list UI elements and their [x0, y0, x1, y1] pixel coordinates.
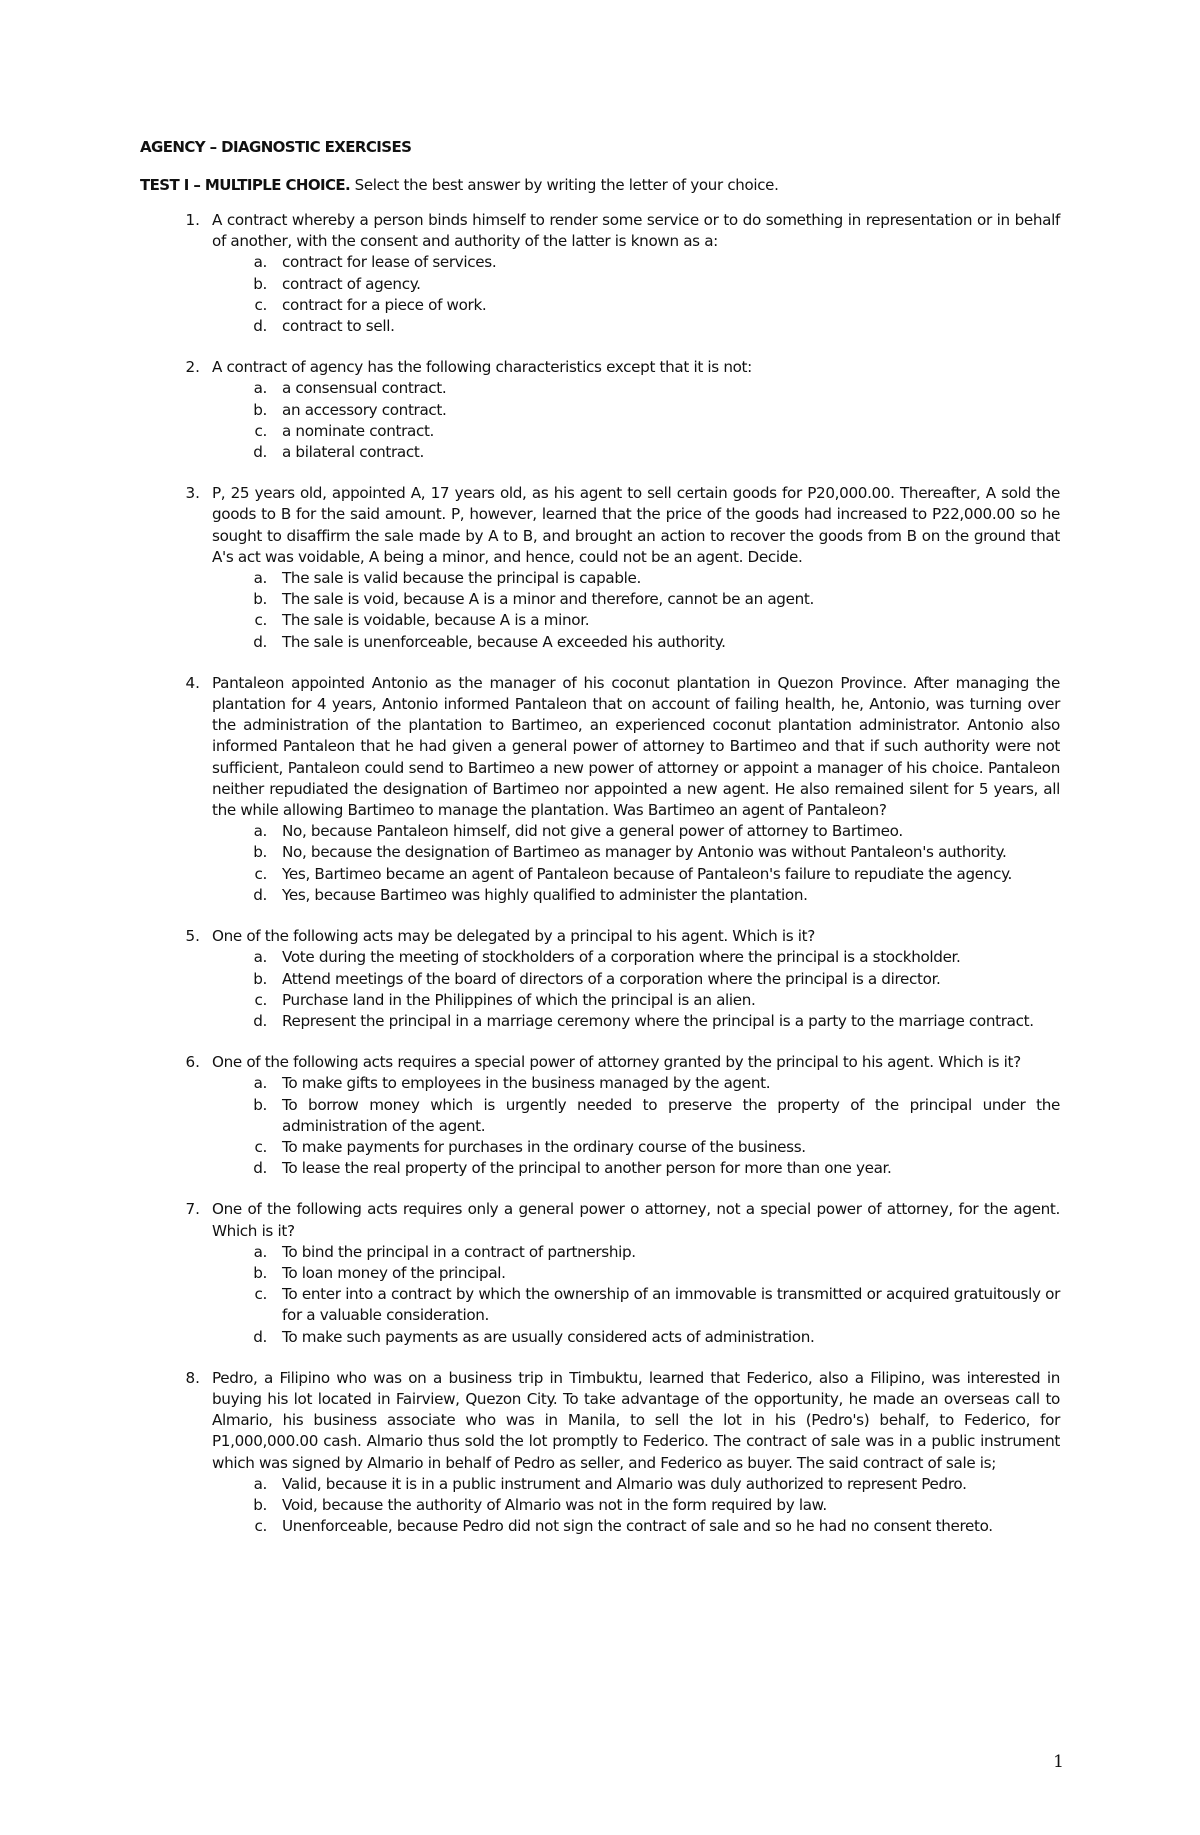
question-item	[140, 926, 1060, 1032]
option-text: contract to sell.	[282, 317, 395, 336]
option-letter: d.	[253, 885, 267, 904]
option-letter: a.	[253, 948, 267, 967]
answer-option	[212, 990, 1060, 1011]
option-letter: c.	[254, 1517, 267, 1536]
option-list	[212, 1242, 1060, 1348]
question-number: 7.	[185, 1200, 200, 1219]
option-text: To loan money of the principal.	[282, 1263, 506, 1282]
answer-option	[212, 842, 1060, 863]
question-text: A contract of agency has the following characteristics except that it is not:	[212, 358, 752, 377]
question-number: 8.	[185, 1368, 200, 1387]
option-text: To borrow money which is urgently needed to preserve the property of the principal under the administration of the agent.	[282, 1095, 1060, 1135]
answer-option	[212, 1073, 1060, 1094]
answer-option	[212, 1495, 1060, 1516]
option-list	[212, 1073, 1060, 1179]
question-item	[140, 1052, 1060, 1179]
option-letter: b.	[253, 1263, 267, 1282]
option-letter: c.	[254, 1137, 267, 1156]
question-text: One of the following acts may be delegated by a principal to his agent. Which is it?	[212, 927, 815, 946]
option-letter: d.	[253, 1159, 267, 1178]
option-letter: d.	[253, 1011, 267, 1030]
question-text: One of the following acts requires only a general power o attorney, not a special power of attorney, for the agent. Which is it?	[212, 1200, 1060, 1240]
question-number: 6.	[185, 1053, 200, 1072]
test-heading: TEST I – MULTIPLE CHOICE.	[140, 176, 351, 194]
option-text: No, because Pantaleon himself, did not give a general power of attorney to Bartimeo.	[282, 822, 903, 841]
test-instructions	[140, 176, 1060, 194]
option-letter: c.	[254, 864, 267, 883]
answer-option	[212, 947, 1060, 968]
option-text: contract for a piece of work.	[282, 295, 487, 314]
question-body	[212, 210, 1060, 337]
option-text: contract of agency.	[282, 274, 421, 293]
question-number: 2.	[185, 358, 200, 377]
option-letter: a.	[253, 253, 267, 272]
question-text: A contract whereby a person binds himself to render some service or to do something in representation or in behalf of another, with the consent and authority of the latter is known as a:	[212, 211, 1060, 251]
option-list	[212, 568, 1060, 653]
question-item	[140, 483, 1060, 653]
option-letter: d.	[253, 632, 267, 651]
answer-option	[212, 1263, 1060, 1284]
question-item	[140, 673, 1060, 906]
option-text: Vote during the meeting of stockholders of a corporation where the principal is a stockholder.	[282, 948, 961, 967]
option-text: The sale is voidable, because A is a minor.	[282, 611, 590, 630]
answer-option	[212, 969, 1060, 990]
option-letter: d.	[253, 317, 267, 336]
option-list	[212, 1474, 1060, 1538]
question-item	[140, 357, 1060, 463]
question-list	[140, 210, 1060, 1537]
answer-option	[212, 274, 1060, 295]
option-text: Attend meetings of the board of directors of a corporation where the principal is a director.	[282, 969, 941, 988]
page-number: 1	[1053, 1752, 1064, 1772]
answer-option	[212, 378, 1060, 399]
answer-option	[212, 1158, 1060, 1179]
option-letter: a.	[253, 1242, 267, 1261]
question-text: One of the following acts requires a special power of attorney granted by the principal to his agent. Which is it?	[212, 1053, 1021, 1072]
option-text: The sale is unenforceable, because A exceeded his authority.	[282, 632, 726, 651]
option-text: an accessory contract.	[282, 400, 447, 419]
option-letter: b.	[253, 274, 267, 293]
option-text: contract for lease of services.	[282, 253, 497, 272]
answer-option	[212, 1516, 1060, 1537]
option-letter: b.	[253, 400, 267, 419]
option-text: To make payments for purchases in the ordinary course of the business.	[282, 1137, 806, 1156]
answer-option	[212, 1011, 1060, 1032]
answer-option	[212, 632, 1060, 653]
option-list	[212, 378, 1060, 463]
document-title: AGENCY – DIAGNOSTIC EXERCISES	[140, 138, 412, 156]
option-text: To make such payments as are usually considered acts of administration.	[282, 1327, 815, 1346]
answer-option	[212, 421, 1060, 442]
answer-option	[212, 295, 1060, 316]
option-text: No, because the designation of Bartimeo as manager by Antonio was without Pantaleon's authority.	[282, 843, 1007, 862]
option-letter: b.	[253, 1495, 267, 1514]
answer-option	[212, 252, 1060, 273]
option-text: The sale is void, because A is a minor and therefore, cannot be an agent.	[282, 590, 814, 609]
option-list	[212, 821, 1060, 906]
option-list	[212, 252, 1060, 337]
option-text: a consensual contract.	[282, 379, 447, 398]
option-letter: a.	[253, 379, 267, 398]
question-body	[212, 1052, 1060, 1179]
answer-option	[212, 610, 1060, 631]
option-text: To lease the real property of the principal to another person for more than one year.	[282, 1159, 892, 1178]
option-text: Purchase land in the Philippines of which the principal is an alien.	[282, 990, 756, 1009]
option-letter: c.	[254, 990, 267, 1009]
option-letter: c.	[254, 1285, 267, 1304]
question-number: 5.	[185, 927, 200, 946]
answer-option	[212, 400, 1060, 421]
option-letter: a.	[253, 1074, 267, 1093]
answer-option	[212, 316, 1060, 337]
option-text: To bind the principal in a contract of partnership.	[282, 1242, 636, 1261]
option-text: To enter into a contract by which the ownership of an immovable is transmitted or acquired gratuitously or for a valuable consideration.	[282, 1285, 1060, 1325]
question-number: 4.	[185, 673, 200, 692]
option-text: a nominate contract.	[282, 421, 435, 440]
answer-option	[212, 1474, 1060, 1495]
option-letter: b.	[253, 1095, 267, 1114]
question-item	[140, 1368, 1060, 1538]
answer-option	[212, 1327, 1060, 1348]
question-text: P, 25 years old, appointed A, 17 years old, as his agent to sell certain goods for P20,000.00. Thereafter, A sold the goods to B for the said amount. P, however, learned that the price of the goods had increased to P22,000.00 so he sought to disaffirm the sale made by A to B, and brought an action to recover the goods from B on the ground that A's act was voidable, A being a minor, and hence, could not be an agent. Decide.	[212, 484, 1060, 566]
option-letter: a.	[253, 1474, 267, 1493]
question-item	[140, 1199, 1060, 1347]
option-letter: c.	[254, 421, 267, 440]
option-letter: b.	[253, 843, 267, 862]
question-body	[212, 673, 1060, 906]
question-body	[212, 483, 1060, 653]
answer-option	[212, 1137, 1060, 1158]
option-text: Valid, because it is in a public instrument and Almario was duly authorized to represent Pedro.	[282, 1474, 967, 1493]
option-letter: d.	[253, 443, 267, 462]
option-text: Void, because the authority of Almario was not in the form required by law.	[282, 1495, 827, 1514]
option-text: Yes, Bartimeo became an agent of Pantaleon because of Pantaleon's failure to repudiate the agency.	[282, 864, 1013, 883]
test-instruction-text: Select the best answer by writing the letter of your choice.	[350, 176, 779, 194]
option-list	[212, 947, 1060, 1032]
answer-option	[212, 442, 1060, 463]
option-letter: b.	[253, 969, 267, 988]
question-number: 3.	[185, 484, 200, 503]
question-body	[212, 1368, 1060, 1538]
answer-option	[212, 1284, 1060, 1326]
option-letter: a.	[253, 569, 267, 588]
question-body	[212, 926, 1060, 1032]
option-text: a bilateral contract.	[282, 443, 424, 462]
question-text: Pedro, a Filipino who was on a business trip in Timbuktu, learned that Federico, also a Filipino, was interested in buying his lot located in Fairview, Quezon City. To take advantage of the opportunity, he made an overseas call to Almario, his business associate who was in Manila, to sell the lot in his (Pedro's) behalf, to Federico, for P1,000,000.00 cash. Almario thus sold the lot promptly to Federico. The contract of sale was in a public instrument which was signed by Almario in behalf of Pedro as seller, and Federico as buyer. The said contract of sale is;	[212, 1368, 1060, 1472]
question-body	[212, 1199, 1060, 1347]
option-text: To make gifts to employees in the business managed by the agent.	[282, 1074, 771, 1093]
option-letter: d.	[253, 1327, 267, 1346]
question-number: 1.	[185, 211, 200, 229]
answer-option	[212, 864, 1060, 885]
option-letter: c.	[254, 295, 267, 314]
option-letter: c.	[254, 611, 267, 630]
option-text: Unenforceable, because Pedro did not sign the contract of sale and so he had no consent thereto.	[282, 1517, 993, 1536]
question-body	[212, 357, 1060, 463]
option-text: Yes, because Bartimeo was highly qualified to administer the plantation.	[282, 885, 808, 904]
option-letter: a.	[253, 822, 267, 841]
document-page	[140, 138, 1060, 1557]
question-text: Pantaleon appointed Antonio as the manager of his coconut plantation in Quezon Province. After managing the plantation for 4 years, Antonio informed Pantaleon that on account of failing health, he, Antonio, was turning over the administration of the plantation to Bartimeo, an experienced coconut plantation administrator. Antonio also informed Pantaleon that he had given a general power of attorney to Bartimeo and that if such authority were not sufficient, Pantaleon could send to Bartimeo a new power of attorney or appoint a manager of his choice. Pantaleon neither repudiated the designation of Bartimeo nor appointed a new agent. He also remained silent for 5 years, all the while allowing Bartimeo to manage the plantation. Was Bartimeo an agent of Pantaleon?	[212, 673, 1060, 820]
answer-option	[212, 568, 1060, 589]
option-text: Represent the principal in a marriage ceremony where the principal is a party to the marriage contract.	[282, 1011, 1034, 1030]
answer-option	[212, 1242, 1060, 1263]
answer-option	[212, 589, 1060, 610]
answer-option	[212, 1095, 1060, 1137]
question-item	[140, 210, 1060, 337]
option-text: The sale is valid because the principal is capable.	[282, 569, 641, 588]
answer-option	[212, 821, 1060, 842]
answer-option	[212, 885, 1060, 906]
option-letter: b.	[253, 590, 267, 609]
